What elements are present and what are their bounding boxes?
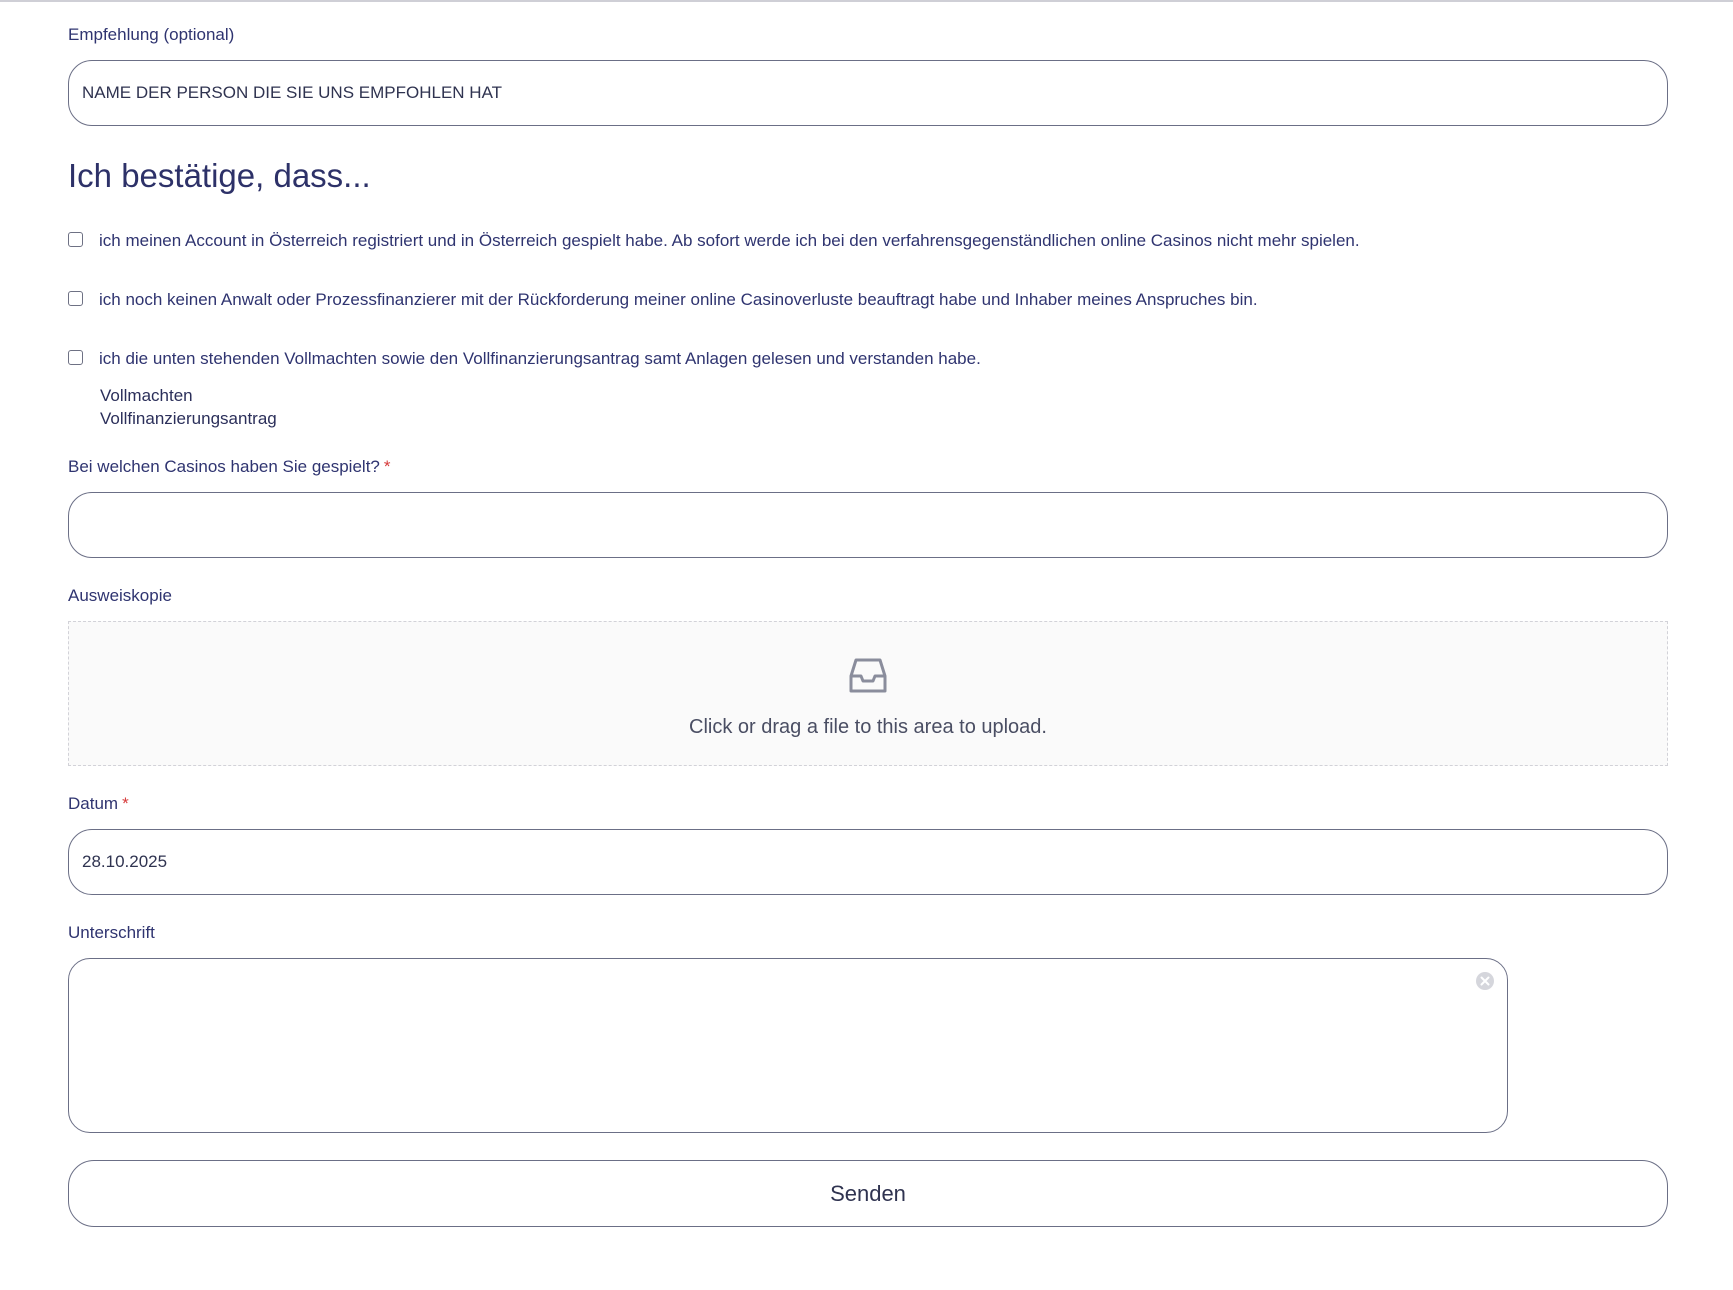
confirm-checkbox-1[interactable]: [68, 232, 83, 247]
date-input-value: 28.10.2025: [82, 852, 168, 871]
confirm-item-1: [68, 231, 1360, 251]
inbox-icon: [847, 654, 889, 696]
required-mark: *: [383, 457, 391, 476]
upload-hint: Click or drag a file to this area to upload.: [689, 716, 1047, 738]
confirm-item-2: [68, 290, 1258, 310]
confirm-text-1: ich meinen Account in Österreich registriert und in Österreich gespielt habe. Ab sofort werde ich bei den verfahrensgegenständlichen online Casinos nicht mehr spielen.: [99, 231, 1360, 250]
submit-button[interactable]: Senden: [68, 1160, 1668, 1227]
signature-pad[interactable]: [68, 958, 1508, 1133]
confirm-text-3: ich die unten stehenden Vollmachten sowie den Vollfinanzierungsantrag samt Anlagen gelesen und verstanden habe.: [99, 349, 981, 368]
casinos-label: [68, 457, 391, 477]
date-label-text: Datum: [68, 794, 119, 813]
confirm-heading: Ich bestätige, dass...: [68, 157, 371, 194]
link-vollfinanzierungsantrag[interactable]: Vollfinanzierungsantrag: [100, 409, 277, 428]
required-mark: *: [122, 794, 129, 813]
top-divider: [0, 0, 1733, 2]
casinos-input[interactable]: [68, 492, 1668, 558]
confirm-text-2: ich noch keinen Anwalt oder Prozessfinanzierer mit der Rückforderung meiner online Casinoverluste beauftragt habe und Inhaber meines Anspruches bin.: [99, 290, 1258, 309]
referral-label: Empfehlung (optional): [68, 25, 235, 44]
confirm-checkbox-2[interactable]: [68, 291, 83, 306]
referral-input[interactable]: [68, 60, 1668, 126]
date-input[interactable]: [68, 829, 1668, 895]
casinos-label-text: Bei welchen Casinos haben Sie gespielt?: [68, 457, 380, 476]
referral-input-placeholder: NAME DER PERSON DIE SIE UNS EMPFOHLEN HAT: [82, 83, 503, 102]
confirm-checkbox-3[interactable]: [68, 350, 83, 365]
confirm-item-3: [68, 349, 981, 369]
signature-label: Unterschrift: [68, 923, 155, 942]
id-copy-label: Ausweiskopie: [68, 586, 172, 605]
link-vollmachten[interactable]: Vollmachten: [100, 386, 193, 405]
close-circle-icon[interactable]: [1475, 971, 1495, 991]
date-label: [68, 794, 129, 814]
id-upload-dropzone[interactable]: [68, 621, 1668, 766]
